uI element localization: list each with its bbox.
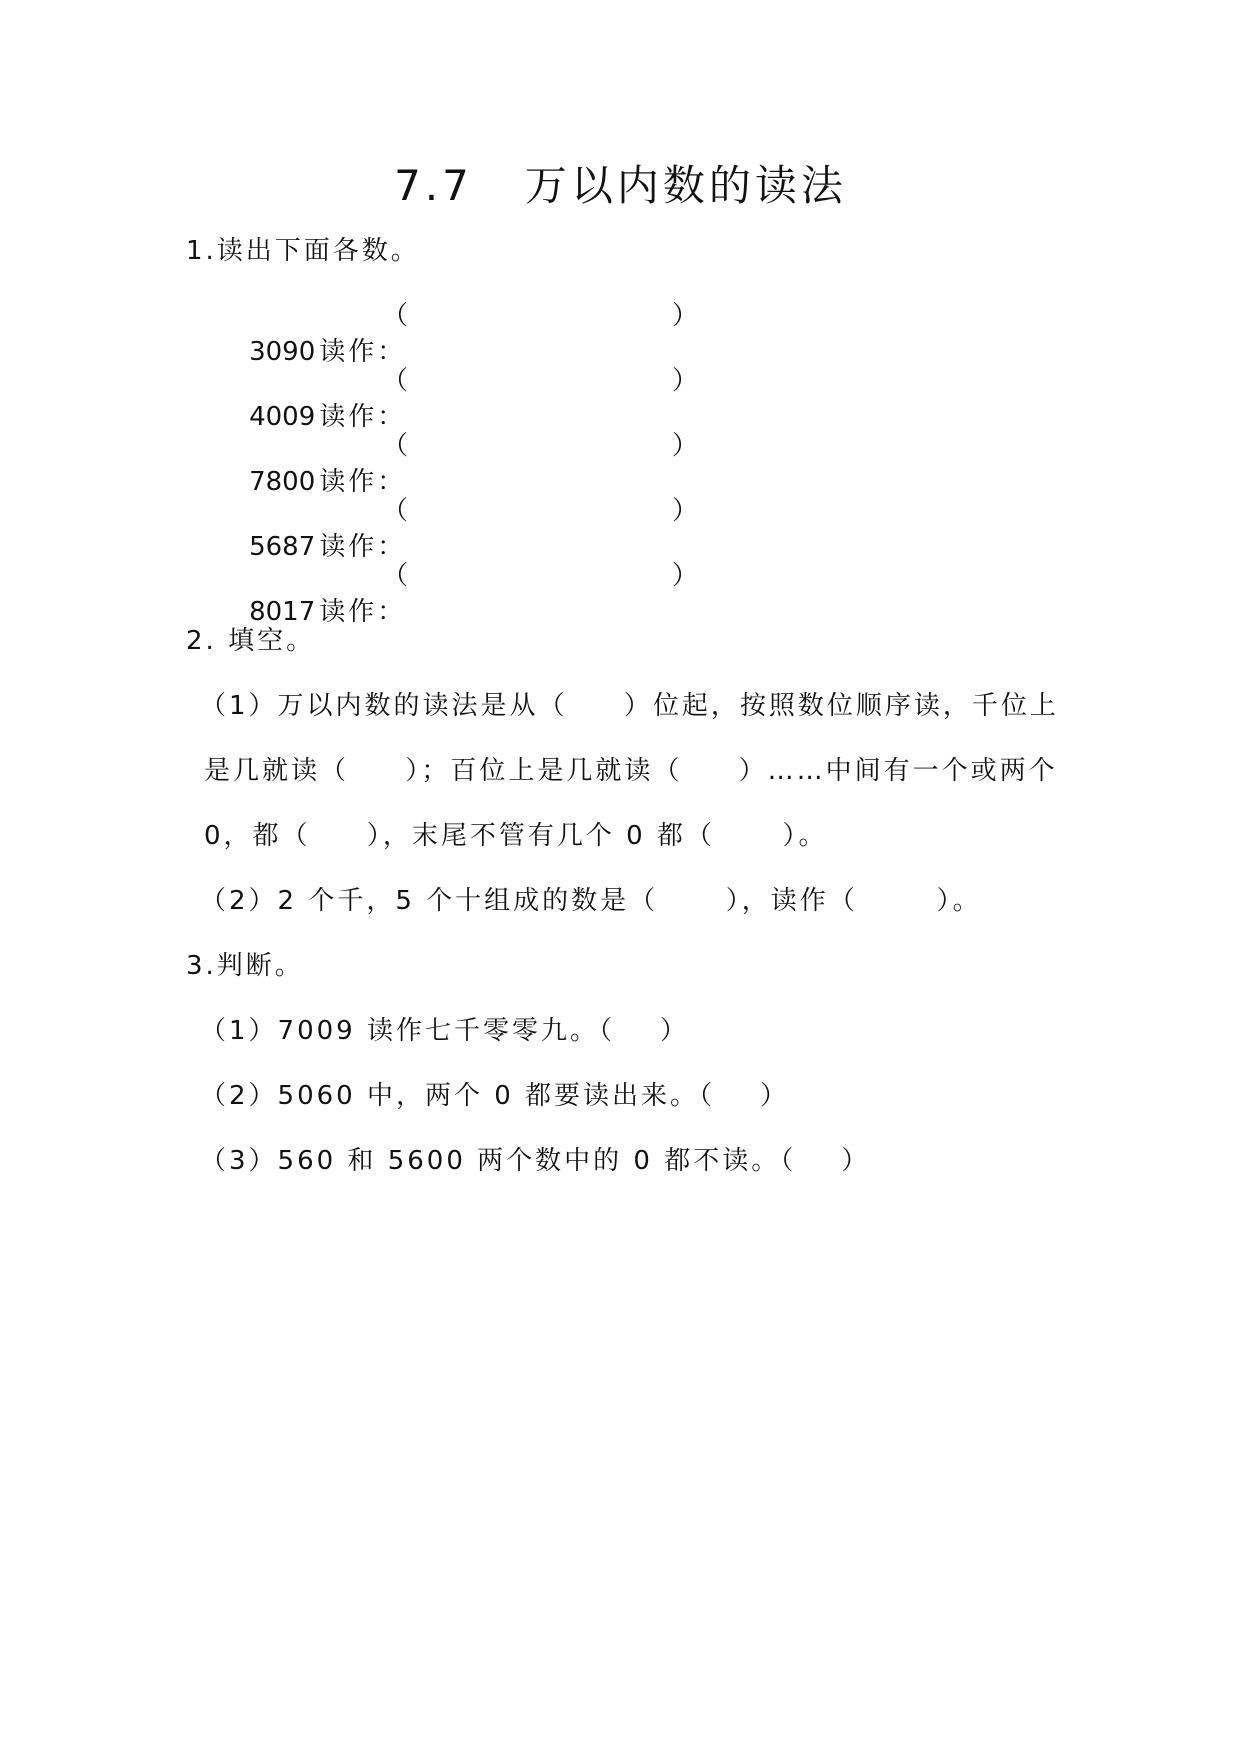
read-number: 8017 [249, 597, 316, 627]
read-label: 读作： [319, 597, 407, 627]
read-row [216, 363, 699, 432]
fill-blank-line: 0，都（ ），末尾不管有几个 0 都（ ）。 [204, 821, 828, 851]
read-row [216, 493, 699, 562]
judge-item: （1）7009 读作七千零零九。（ ） [200, 1016, 690, 1046]
fill-blank-line: （1）万以内数的读法是从（ ）位起，按照数位顺序读，千位上 [200, 691, 1059, 721]
read-number: 4009 [249, 402, 316, 432]
fill-blank-line: （2）2 个千，5 个十组成的数是（ ），读作（ ）。 [200, 886, 982, 916]
answer-paren-close: ） [672, 561, 699, 591]
read-label: 读作： [319, 402, 407, 432]
read-row [216, 558, 699, 627]
answer-paren-open: （ [382, 431, 409, 461]
section1-heading: 1.读出下面各数。 [186, 236, 420, 266]
answer-paren-close: ） [672, 366, 699, 396]
answer-paren-open: （ [382, 496, 409, 526]
answer-paren-open: （ [382, 561, 409, 591]
page-title: 7.7 万以内数的读法 [394, 161, 847, 210]
judge-item: （2）5060 中，两个 0 都要读出来。（ ） [200, 1081, 790, 1111]
read-row [216, 428, 699, 497]
read-number: 3090 [249, 337, 316, 367]
read-label: 读作： [319, 337, 407, 367]
answer-paren-close: ） [672, 496, 699, 526]
read-number: 5687 [249, 532, 316, 562]
read-label: 读作： [319, 467, 407, 497]
read-number: 7800 [249, 467, 316, 497]
answer-paren-close: ） [672, 301, 699, 331]
answer-paren-open: （ [382, 366, 409, 396]
section3-heading: 3.判断。 [186, 951, 304, 981]
fill-blank-line: 是几就读（ ）；百位上是几就读（ ）……中间有一个或两个 [204, 756, 1058, 786]
read-label: 读作： [319, 532, 407, 562]
read-row [216, 298, 699, 367]
answer-paren-open: （ [382, 301, 409, 331]
section2-heading: 2. 填空。 [186, 626, 316, 656]
judge-item: （3）560 和 5600 两个数中的 0 都不读。（ ） [200, 1146, 871, 1176]
answer-paren-close: ） [672, 431, 699, 461]
